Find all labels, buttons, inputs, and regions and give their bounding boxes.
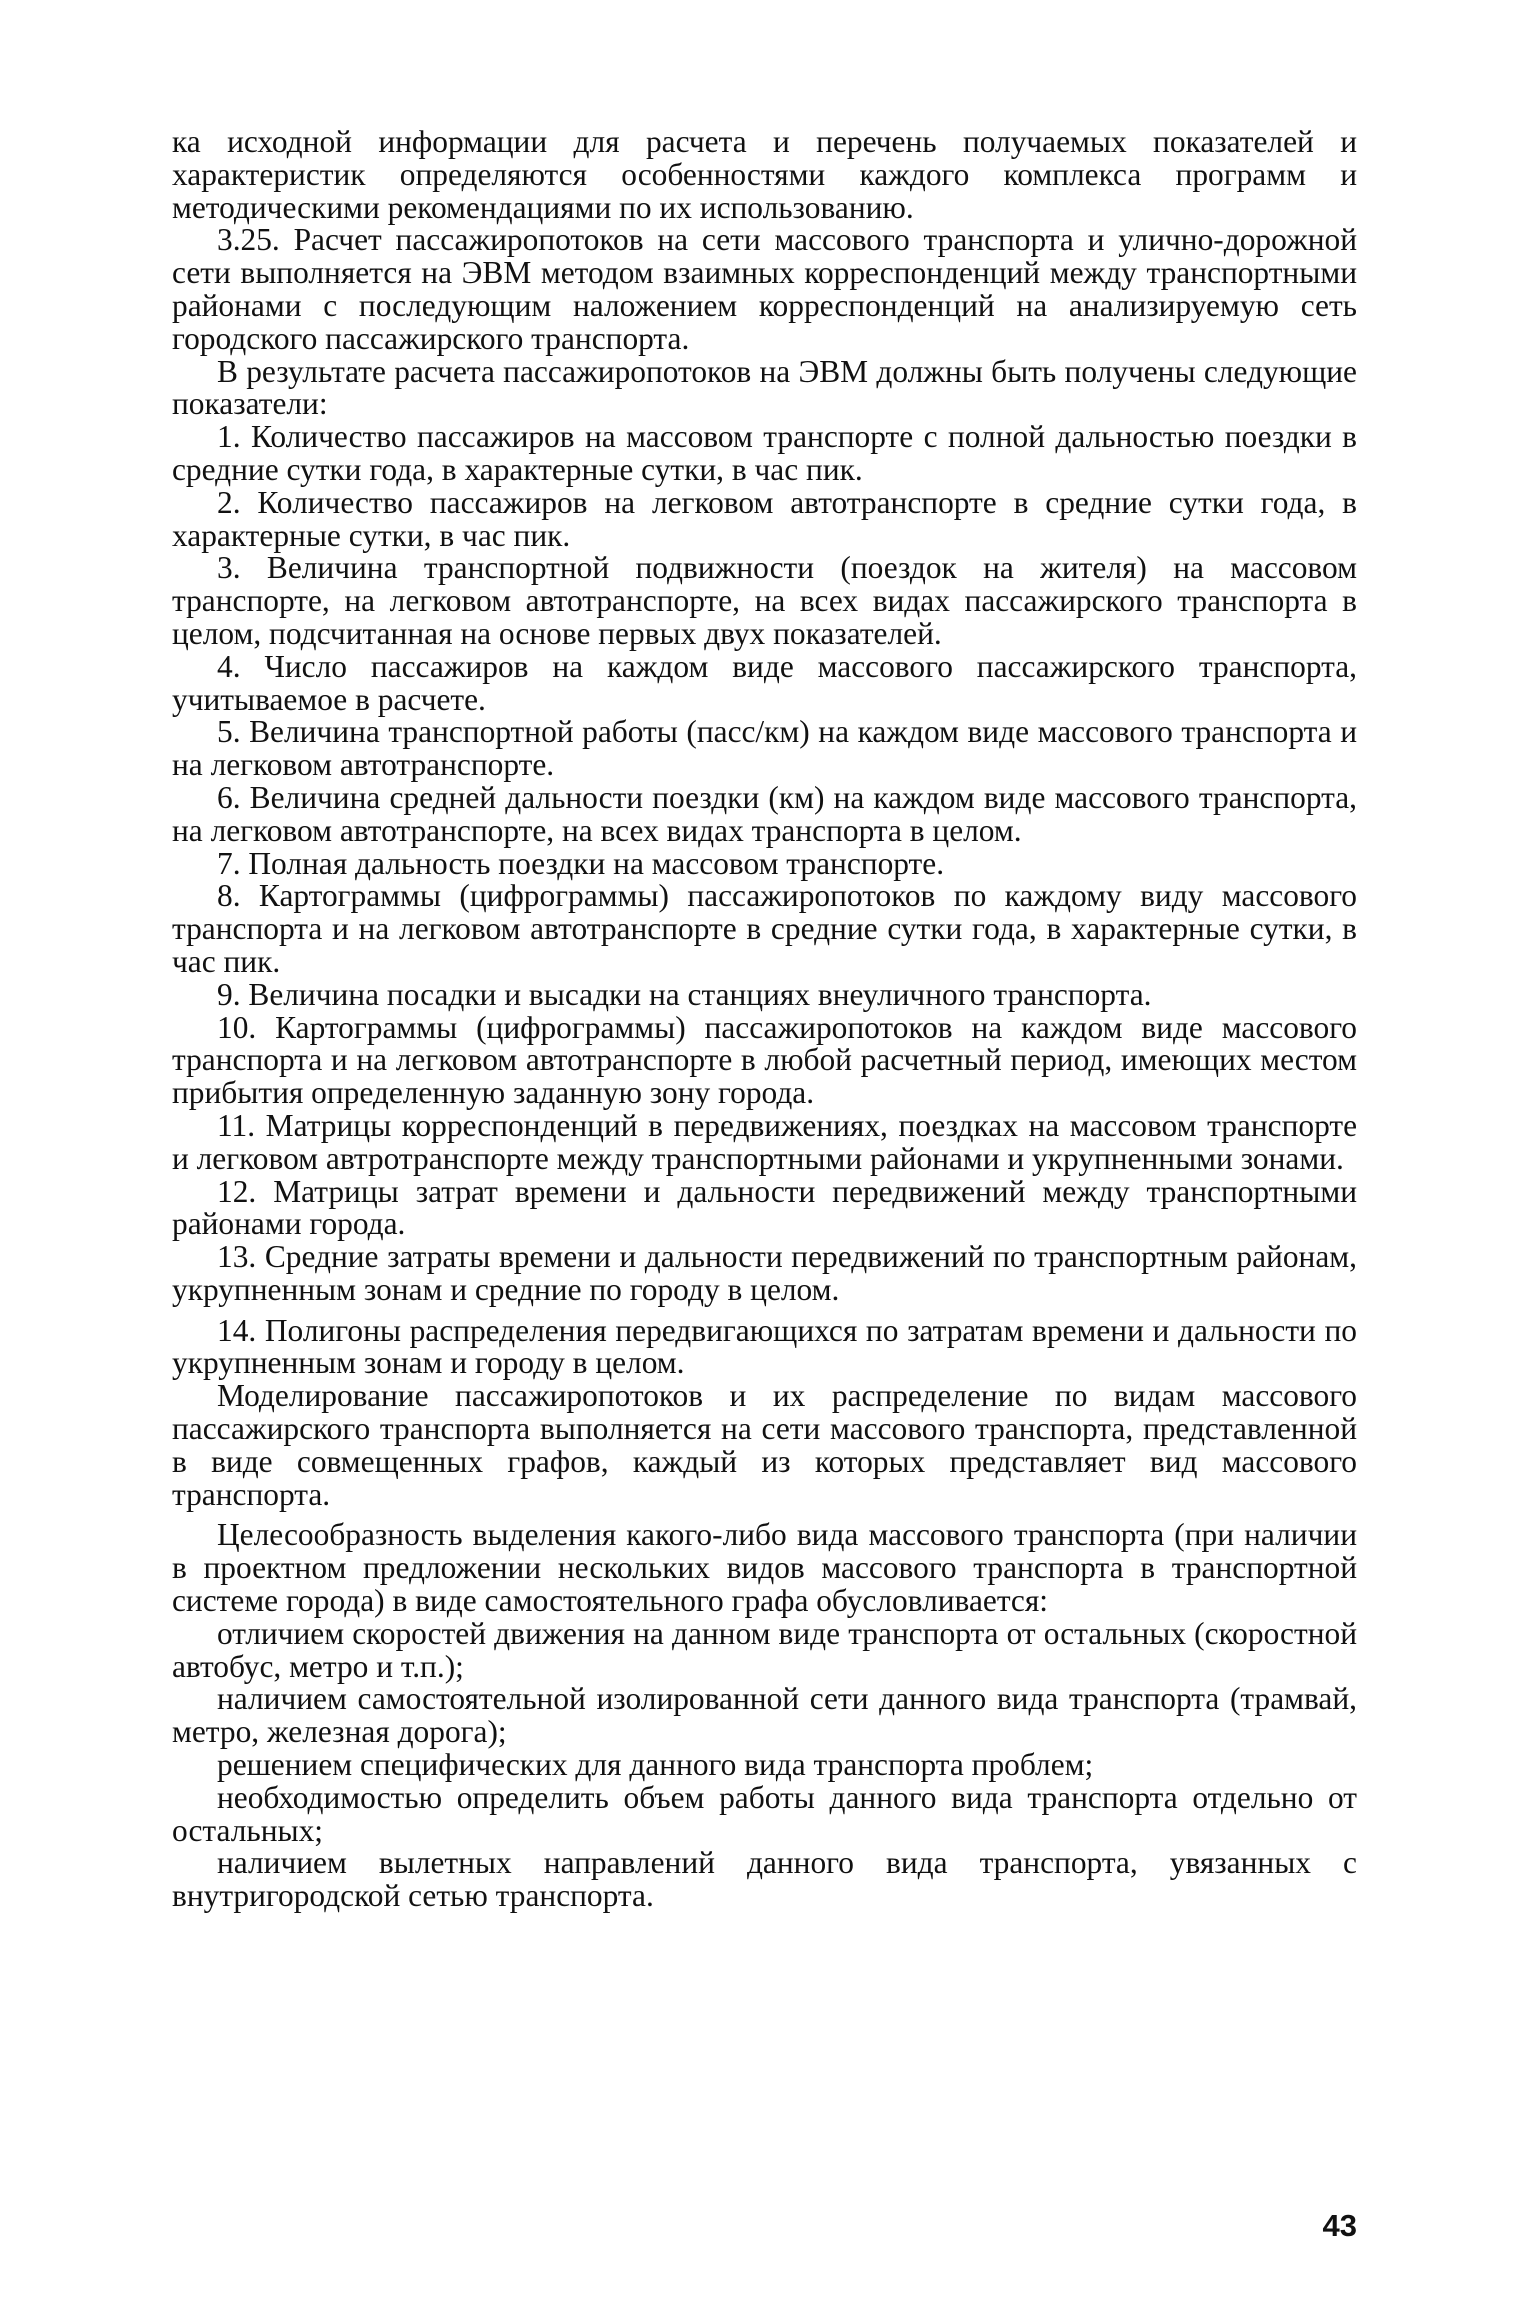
criterion-outbound-directions: наличием вылетных направлений данного вида транспорта, увязанных с внутригородской сетью транспорта.: [172, 1845, 1357, 1914]
list-item-6: 6. Величина средней дальности поездки (км) на каждом виде массового транспорта, на легковом автотранспорте, на всех видах транспорта в целом.: [172, 779, 1357, 848]
list-item-4: 4. Число пассажиров на каждом виде массового пассажирского транспорта, учитываемое в расчете.: [172, 648, 1357, 717]
criterion-specific-problems: решением специфических для данного вида транспорта проблем;: [217, 1747, 1094, 1783]
criterion-speed: отличием скоростей движения на данном виде транспорта от остальных (скоростной автобус, метро и т.п.);: [172, 1615, 1357, 1684]
list-item-2: 2. Количество пассажиров на легковом автотранспорте в средние сутки года, в характерные сутки, в час пик.: [172, 484, 1357, 553]
paragraph-expediency: Целесообразность выделения какого-либо вида массового транспорта (при наличии в проектном предложении нескольких видов массового транспорта в транспортной системе города) в виде самостоятельного графа обусловливается:: [172, 1517, 1357, 1619]
list-item-3: 3. Величина транспортной подвижности (поездок на жителя) на массовом транспорте, на легковом автотранспорте, на всех видах пассажирского транспорта в целом, подсчитанная на основе первых двух показателей.: [172, 550, 1357, 651]
list-item-14: 14. Полигоны распределения передвигающихся по затратам времени и дальности по укрупненным зонам и городу в целом.: [172, 1312, 1357, 1381]
list-item-9: 9. Величина посадки и высадки на станциях внеуличного транспорта.: [217, 976, 1152, 1012]
paragraph-results-lead: В результате расчета пассажиропотоков на ЭВМ должны быть получены следующие показатели:: [172, 353, 1357, 422]
list-item-13: 13. Средние затраты времени и дальности передвижений по транспортным районам, укрупненным зонам и средние по городу в целом.: [172, 1239, 1357, 1307]
page-number: 43: [1322, 2208, 1357, 2243]
list-item-10: 10. Картограммы (цифрограммы) пассажиропотоков на каждом виде массового транспорта и на легковом автотранспорте в любой расчетный период, имеющих местом прибытия определенную заданную зону города.: [172, 1009, 1357, 1111]
list-item-8: 8. Картограммы (цифрограммы) пассажиропотоков по каждому виду массового транспорта и на легковом автотранспорте в средние сутки года, в характерные сутки, в час пик.: [172, 878, 1357, 979]
list-item-1: 1. Количество пассажиров на массовом транспорте с полной дальностью поездки в средние сутки года, в характерные сутки, в час пик.: [172, 419, 1357, 487]
list-item-12: 12. Матрицы затрат времени и дальности передвижений между транспортными районами города.: [172, 1173, 1357, 1242]
page-body: [172, 126, 1357, 1913]
list-item-11: 11. Матрицы корреспонденций в передвижениях, поездках на массовом транспорте и легковом автротранспорте между транспортными районами и укрупненными зонами.: [172, 1107, 1357, 1176]
list-item-5: 5. Величина транспортной работы (пасс/км) на каждом виде массового транспорта и на легковом автотранспорте.: [172, 714, 1357, 783]
criterion-work-volume: необходимостью определить объем работы данного вида транспорта отдельно от остальных;: [172, 1779, 1357, 1848]
paragraph-intro-continuation: ка исходной информации для расчета и перечень получаемых показателей и характеристик определяются особенностями каждого комплекса программ и методическими рекомендациями по их использованию.: [172, 124, 1357, 225]
paragraph-section-3-25: 3.25. Расчет пассажиропотоков на сети массового транспорта и улично-дорожной сети выполняется на ЭВМ методом взаимных корреспонденций между транспортными районами с последующим наложением корреспонденций на анализируемую сеть городского пассажирского транспорта.: [172, 222, 1357, 356]
criterion-isolated-network: наличием самостоятельной изолированной сети данного вида транспорта (трамвай, метро, железная дорога);: [172, 1681, 1357, 1750]
list-item-7: 7. Полная дальность поездки на массовом транспорте.: [217, 845, 945, 881]
paragraph-modeling: Моделирование пассажиропотоков и их распределение по видам массового пассажирского транспорта выполняется на сети массового транспорта, представленной в виде совмещенных графов, каждый из которых представляет вид массового транспорта.: [172, 1378, 1357, 1512]
